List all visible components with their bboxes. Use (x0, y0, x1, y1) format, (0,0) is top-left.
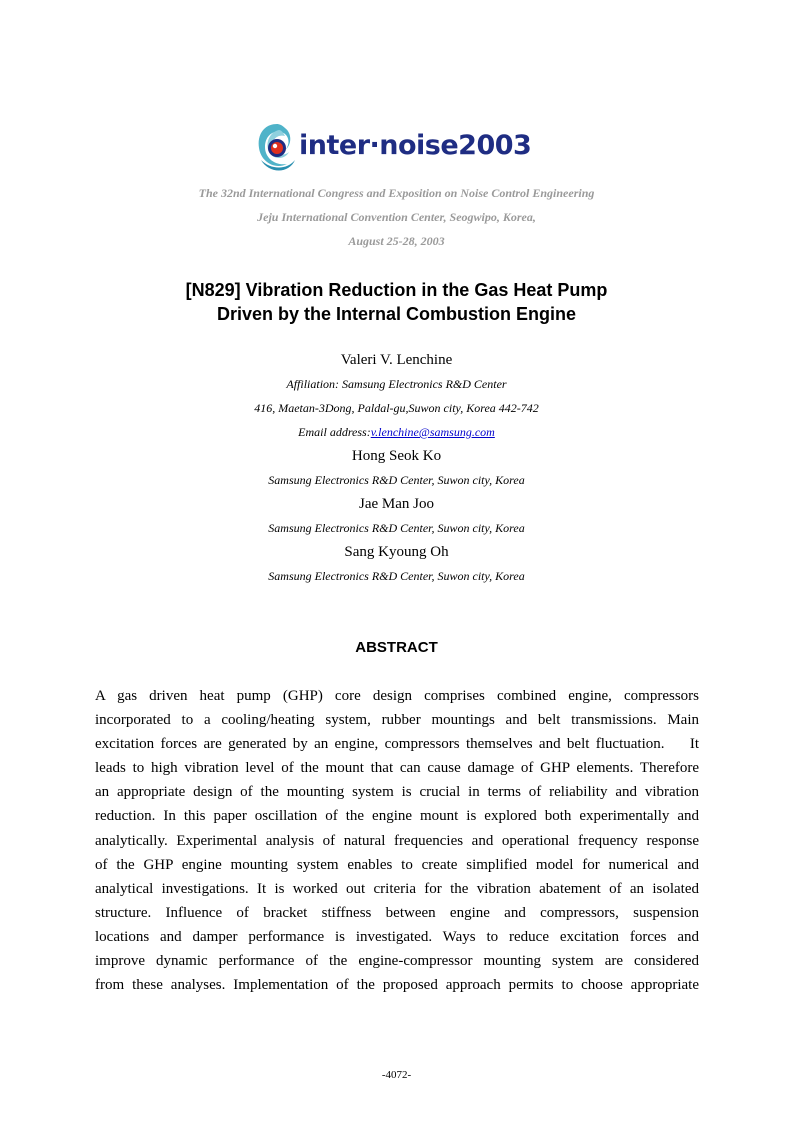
abstract-line: incorporated to a cooling/heating system, rubber mountings and belt transmissions. Main (95, 712, 699, 729)
abstract-line: of the GHP engine mounting system enables to create simplified model for numerical and (95, 856, 699, 873)
author-name: Sang Kyoung Oh (344, 544, 449, 560)
author-affiliation: Affiliation: Samsung Electronics R&D Center (286, 377, 507, 391)
conference-name: The 32nd International Congress and Exposition on Noise Control Engineering (198, 186, 595, 200)
abstract-line: reduction. In this paper oscillation of the engine mount is explored both experimentally and (95, 808, 699, 825)
abstract-line: A gas driven heat pump (GHP) core design comprises combined engine, compressors (95, 688, 699, 704)
conference-dates: August 25-28, 2003 (348, 234, 445, 248)
swirl-logo-icon (255, 120, 299, 176)
abstract-line: locations and damper performance is investigated. Ways to reduce excitation forces and (95, 928, 699, 945)
logo-wordmark: inter·noise2003 (299, 130, 532, 161)
abstract-line: from these analyses. Implementation of the proposed approach permits to choose appropriate (95, 977, 699, 994)
author-affiliation: Samsung Electronics R&D Center, Suwon city, Korea (268, 473, 525, 487)
abstract-line: excitation forces are generated by an engine, compressors themselves and belt fluctuation. It (95, 736, 699, 753)
email-link[interactable]: v.lenchine@samsung.com (370, 425, 495, 439)
abstract-line: analytical investigations. It is worked out criteria for the vibration abatement of an isolated (95, 880, 699, 897)
email-label: Email address: (298, 425, 371, 439)
author-name: Valeri V. Lenchine (340, 352, 453, 368)
abstract-line: structure. Influence of bracket stiffness between engine and compressors, suspension (95, 904, 699, 921)
abstract-line: analytically. Experimental analysis of natural frequencies and operational frequency response (95, 832, 699, 849)
paper-title-line1: [N829] Vibration Reduction in the Gas Heat Pump (185, 280, 608, 300)
abstract-line: improve dynamic performance of the engine-compressor mounting system are considered (95, 953, 699, 970)
abstract-line: an appropriate design of the mounting system is crucial in terms of reliability and vibration (95, 784, 699, 801)
author-affiliation: Samsung Electronics R&D Center, Suwon city, Korea (268, 521, 525, 535)
abstract-line: leads to high vibration level of the mount that can cause damage of GHP elements. Therefore (95, 760, 699, 777)
author-name: Jae Man Joo (359, 496, 434, 512)
abstract-heading: ABSTRACT (355, 639, 438, 656)
author-name: Hong Seok Ko (351, 448, 442, 464)
conference-venue: Jeju International Convention Center, Seogwipo, Korea, (257, 210, 536, 224)
page-number: -4072- (381, 1069, 412, 1081)
author-email-line (0, 425, 793, 440)
author-address: 416, Maetan-3Dong, Paldal-gu,Suwon city, Korea 442-742 (254, 401, 539, 415)
author-affiliation: Samsung Electronics R&D Center, Suwon city, Korea (268, 569, 525, 583)
conference-logo (255, 120, 545, 180)
abstract-body (95, 684, 699, 997)
paper-title-line2: Driven by the Internal Combustion Engine (216, 304, 577, 324)
